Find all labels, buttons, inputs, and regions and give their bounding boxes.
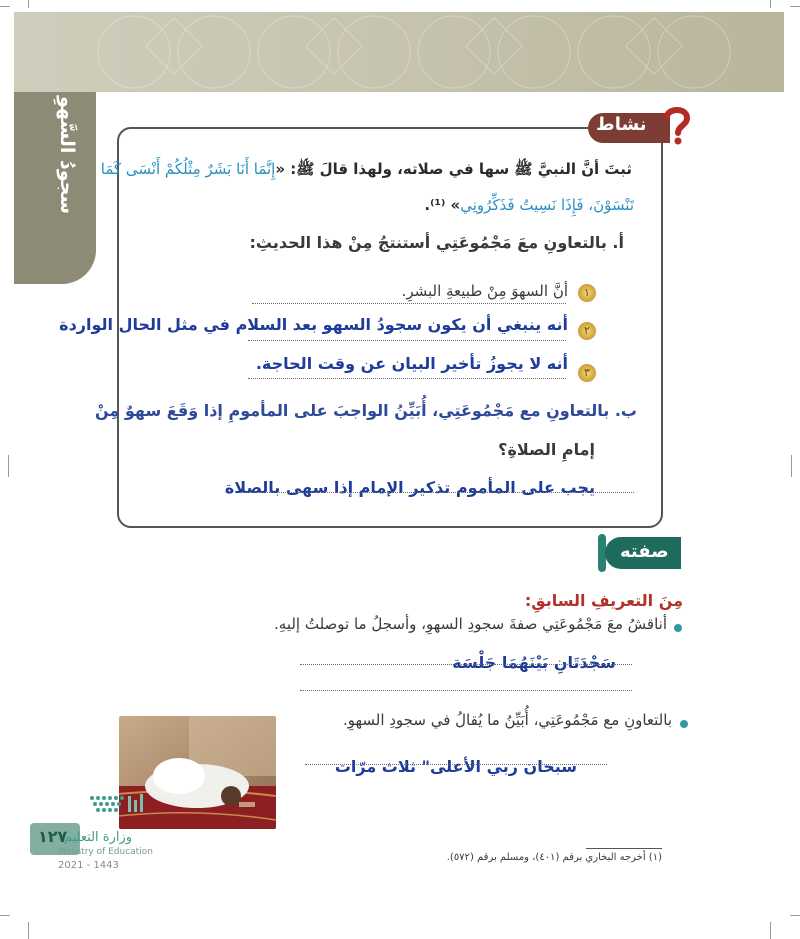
crop-mark — [0, 915, 10, 916]
bullet-icon — [674, 624, 682, 632]
answer-line — [248, 378, 566, 379]
question-mark-icon — [661, 105, 693, 145]
ministry-logo-icon — [86, 792, 148, 820]
intro-text: ثبتَ أنَّ النبيَّ ﷺ سها في صلاته، ولهذا قالَ ﷺ: « — [275, 160, 632, 178]
answer-2: سبحان ربي الأعلى" ثلاث مرّات — [334, 757, 577, 776]
footnote: (١) أخرجه البخاري برقم (٤٠١)، ومسلم برقم (٥٧٢). — [446, 852, 662, 863]
question-2: بالتعاونِ مع مَجْمُوعَتِي، أُبَيِّنُ ما يُقالُ في سجودِ السهوِ. — [342, 711, 672, 729]
part-a-prompt: أ. بالتعاونِ معَ مَجْمُوعَتِي أستنتجُ مِنْ هذا الحديثِ: — [249, 233, 624, 252]
page-number: ١٢٧ — [38, 827, 68, 846]
lesson-title: سجودُ السَّهوِ — [56, 96, 78, 215]
answer-line — [252, 303, 566, 304]
crop-mark — [790, 6, 800, 7]
edition-year: 2021 - 1443 — [58, 860, 119, 871]
crop-mark — [770, 922, 771, 939]
part-b-answer: يجب على المأموم تذكير الإمام إذا سهى بالصلاة — [224, 478, 595, 497]
answer-line — [305, 764, 607, 765]
footnote-divider — [586, 848, 662, 849]
answer-line — [300, 664, 632, 665]
ministry-name-ar: وزارة التعليم — [64, 830, 133, 845]
intro-line-1 — [101, 160, 632, 182]
bullet-icon — [680, 720, 688, 728]
crop-mark — [0, 6, 10, 7]
crop-mark — [28, 0, 29, 8]
ministry-name-en: Ministry of Education — [58, 847, 153, 857]
crop-mark — [28, 922, 29, 939]
answer-line — [300, 690, 632, 691]
crop-mark — [8, 455, 9, 477]
part-b-prompt-line-2: إمامِ الصلاةِ؟ — [498, 440, 595, 459]
answer-line — [240, 492, 634, 493]
crop-mark — [770, 0, 771, 8]
hadith-text-cont: تَنْسَوْنَ، فَإِذَا نَسِيتُ فَذَكِّرُونِي — [460, 196, 634, 214]
item-2-answer: أنه ينبغي أن يكون سجودُ السهو بعد السلام في مثل الحال الواردة — [59, 315, 568, 334]
answer-line — [248, 340, 566, 341]
header-band — [14, 12, 784, 92]
header-pattern — [14, 12, 784, 92]
section-title: صفته — [620, 541, 669, 562]
answer-1: سَجْدَتَانِ بَيْنَهُمَا جَلْسَة — [452, 653, 616, 672]
item-number-badge: ٢ — [578, 322, 596, 340]
hadith-text: إِنَّمَا أَنَا بَشَرٌ مِثْلُكُمْ أَنْسَى كَمَا — [100, 160, 276, 178]
part-b-prompt-line-1: ب. بالتعاونِ مع مَجْمُوعَتِي، أُبَيِّنُ الواجبَ على المأمومِ إذا وَقَعَ سهوٌ مِنْ — [95, 401, 637, 420]
intro-line-2 — [424, 196, 634, 214]
crop-mark — [791, 455, 792, 477]
section-subtitle: مِنَ التعريفِ السابقِ: — [524, 591, 683, 610]
crop-mark — [790, 915, 800, 916]
question-1: أناقشُ معَ مَجْمُوعَتِي صفةَ سجودِ السهوِ، وأسجلُ ما توصلتُ إليهِ. — [274, 615, 667, 633]
hadith-end: » ⁽¹⁾. — [424, 196, 461, 214]
item-3-answer: أنه لا يجوزُ تأخير البيان عن وقت الحاجة. — [255, 354, 568, 373]
item-number-badge: ٣ — [578, 364, 596, 382]
item-number-badge: ١ — [578, 284, 596, 302]
activity-label: نشاط — [596, 114, 647, 135]
item-1-text: أنَّ السهوَ مِنْ طبيعةِ البشرِ. — [401, 282, 568, 300]
